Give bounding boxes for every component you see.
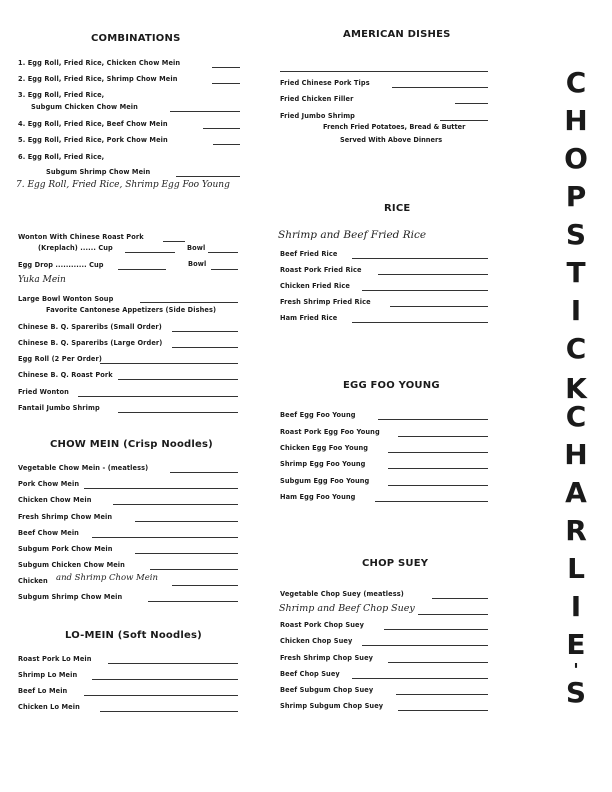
brand-letter: S	[565, 676, 587, 709]
list-item: 1. Egg Roll, Fried Rice, Chicken Chow Mein	[18, 59, 181, 67]
list-item: Roast Pork Fried Rice	[280, 266, 362, 274]
brand-letter: S	[565, 218, 587, 251]
brand-letter: C	[565, 332, 587, 365]
list-item: Beef Fried Rice	[280, 250, 338, 258]
list-item: Subgum Egg Foo Young	[280, 477, 370, 485]
list-item: Shrimp Subgum Chop Suey	[280, 702, 384, 710]
handwritten-combination: 7. Egg Roll, Fried Rice, Shrimp Egg Foo Young	[16, 180, 230, 190]
combinations-title: COMBINATIONS	[91, 33, 181, 44]
list-item: 2. Egg Roll, Fried Rice, Shrimp Chow Mein	[18, 75, 178, 83]
brand-letter: I	[570, 590, 582, 623]
list-item: Fresh Shrimp Chop Suey	[280, 654, 374, 662]
brand-letter: L	[567, 552, 585, 585]
list-item: 6. Egg Roll, Fried Rice,	[18, 153, 105, 161]
list-item: Fried Jumbo Shrimp	[280, 112, 355, 120]
list-item: Chinese B. Q. Spareribs (Small Order)	[18, 323, 162, 331]
list-item: Roast Pork Chop Suey	[280, 621, 365, 629]
list-item: Beef Chow Mein	[18, 529, 79, 537]
brand-letter: R	[565, 514, 587, 547]
brand-letter: T	[566, 256, 586, 289]
list-item: Chicken Lo Mein	[18, 703, 80, 711]
list-item: Fried Wonton	[18, 388, 69, 396]
handwritten-chop-suey: Shrimp and Beef Chop Suey	[279, 603, 415, 614]
list-item: Fresh Shrimp Chow Mein	[18, 513, 113, 521]
list-item: Large Bowl Wonton Soup	[18, 295, 114, 303]
list-item: Subgum Chicken Chow Mein	[31, 103, 138, 111]
list-item: Beef Egg Foo Young	[280, 411, 356, 419]
list-item: Chicken Chop Suey	[280, 637, 353, 645]
list-item: Beef Chop Suey	[280, 670, 340, 678]
list-item: Shrimp Egg Foo Young	[280, 460, 366, 468]
brand-letter: A	[565, 476, 587, 509]
list-item: Ham Fried Rice	[280, 314, 338, 322]
list-item: 5. Egg Roll, Fried Rice, Pork Chow Mein	[18, 136, 168, 144]
american-note: Served With Above Dinners	[340, 136, 443, 144]
list-item: Chinese B. Q. Spareribs (Large Order)	[18, 339, 163, 347]
brand-letter: '	[573, 660, 579, 681]
handwritten-appetizer: Yuka Mein	[18, 275, 66, 285]
list-item: Bowl	[188, 260, 207, 268]
list-item: Chicken Egg Foo Young	[280, 444, 369, 452]
list-item: (Kreplach) ...... Cup	[38, 244, 113, 252]
brand-letter: H	[564, 438, 588, 471]
american-note: French Fried Potatoes, Bread & Butter	[323, 123, 466, 131]
handwritten-chow-mein: and Shrimp Chow Mein	[56, 573, 158, 583]
chop-suey-title: CHOP SUEY	[362, 558, 429, 569]
lo-mein-title: LO-MEIN (Soft Noodles)	[65, 630, 202, 641]
handwritten-rice: Shrimp and Beef Fried Rice	[278, 229, 427, 241]
brand-letter: I	[570, 294, 582, 327]
list-item: Fried Chinese Pork Tips	[280, 79, 370, 87]
chow-mein-title: CHOW MEIN (Crisp Noodles)	[50, 439, 213, 450]
list-item: Subgum Pork Chow Mein	[18, 545, 113, 553]
list-item: Subgum Chicken Chow Mein	[18, 561, 125, 569]
brand-letter: C	[565, 66, 587, 99]
list-item: Chicken Fried Rice	[280, 282, 350, 290]
list-item: Beef Lo Mein	[18, 687, 68, 695]
list-item: Roast Pork Egg Foo Young	[280, 428, 380, 436]
list-item: Wonton With Chinese Roast Pork	[18, 233, 144, 241]
rice-title: RICE	[384, 203, 411, 214]
list-item: Roast Pork Lo Mein	[18, 655, 92, 663]
list-item: Chinese B. Q. Roast Pork	[18, 371, 113, 379]
list-item: Vegetable Chop Suey (meatless)	[280, 590, 404, 598]
brand-letter: E	[566, 628, 586, 661]
list-item: Ham Egg Foo Young	[280, 493, 356, 501]
list-item: Fantail Jumbo Shrimp	[18, 404, 100, 412]
list-item: Fried Chicken Filler	[280, 95, 354, 103]
brand-letter: O	[564, 142, 588, 175]
list-item: Fresh Shrimp Fried Rice	[280, 298, 371, 306]
brand-letter: H	[564, 104, 588, 137]
list-item: Subgum Shrimp Chow Mein	[46, 168, 151, 176]
egg-foo-young-title: EGG FOO YOUNG	[343, 380, 440, 391]
list-item: Vegetable Chow Mein - (meatless)	[18, 464, 149, 472]
list-item: Egg Roll (2 Per Order)	[18, 355, 102, 363]
list-item: Pork Chow Mein	[18, 480, 80, 488]
list-item: 4. Egg Roll, Fried Rice, Beef Chow Mein	[18, 120, 168, 128]
list-item: 3. Egg Roll, Fried Rice,	[18, 91, 105, 99]
brand-letter: C	[565, 400, 587, 433]
list-item: Beef Subgum Chop Suey	[280, 686, 374, 694]
list-item: Bowl	[187, 244, 206, 252]
brand-letter: K	[565, 372, 587, 405]
list-item: Subgum Shrimp Chow Mein	[18, 593, 123, 601]
list-item: Chicken	[18, 577, 48, 585]
list-item: Shrimp Lo Mein	[18, 671, 78, 679]
brand-letter: P	[565, 180, 587, 213]
list-item: Egg Drop ............ Cup	[18, 261, 104, 269]
list-item: Favorite Cantonese Appetizers (Side Dishes)	[46, 306, 217, 314]
list-item: Chicken Chow Mein	[18, 496, 92, 504]
american-title: AMERICAN DISHES	[343, 29, 451, 40]
